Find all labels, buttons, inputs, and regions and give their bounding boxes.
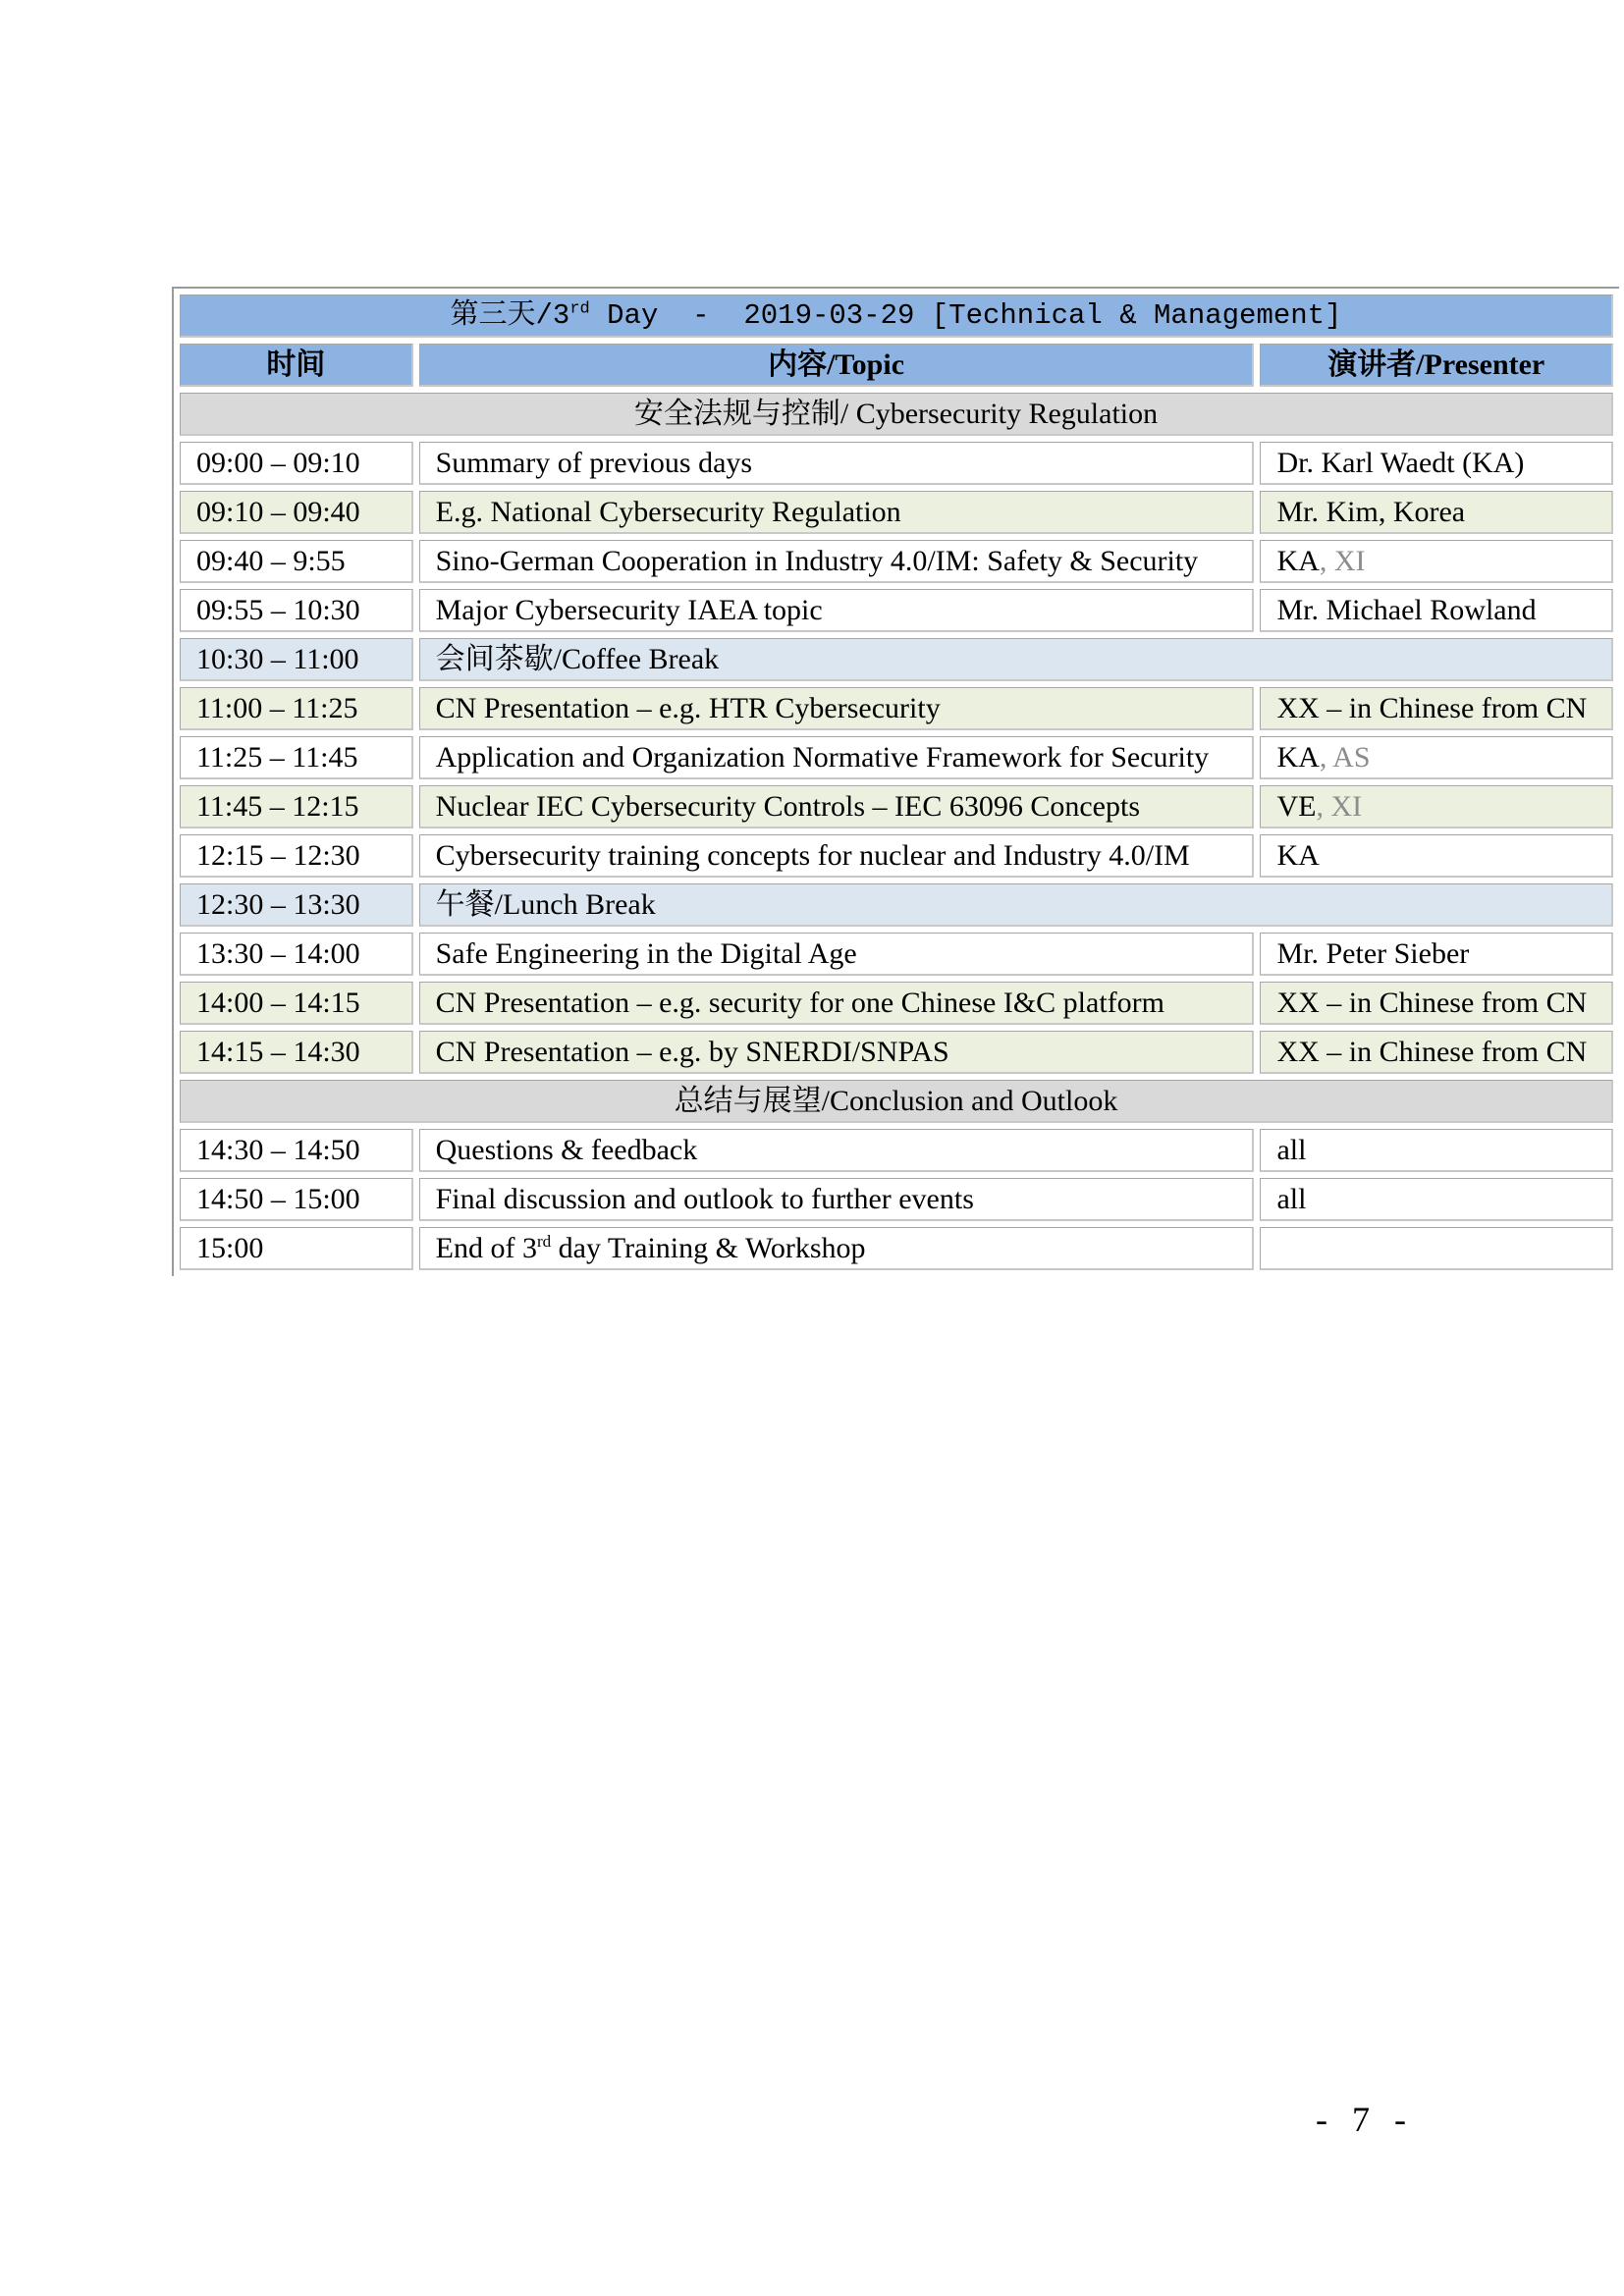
topic-cell: CN Presentation – e.g. by SNERDI/SNPAS: [419, 1031, 1255, 1074]
presenter-cell: [1260, 1031, 1613, 1074]
break-row: [180, 883, 1613, 927]
time-cell: 11:45 – 12:15: [180, 785, 413, 828]
presenter-co: , AS: [1319, 741, 1371, 774]
table-row: [180, 589, 1613, 632]
presenter-name: Mr. Kim, Korea: [1276, 496, 1466, 528]
table-row: [180, 1227, 1613, 1270]
presenter-cell: [1260, 1178, 1613, 1221]
day-header-prefix: 第三天/3: [450, 299, 570, 332]
presenter-name: XX – in Chinese from CN: [1276, 692, 1588, 724]
section-row: [180, 393, 1613, 436]
topic-cell: Summary of previous days: [419, 442, 1255, 485]
topic-sup: rd: [536, 1232, 552, 1251]
table-row: [180, 1178, 1613, 1221]
section-row: [180, 1080, 1613, 1123]
topic-cell: Safe Engineering in the Digital Age: [419, 933, 1255, 976]
time-cell: 14:30 – 14:50: [180, 1129, 413, 1172]
break-label: 午餐/Lunch Break: [419, 883, 1613, 927]
table-row: [180, 933, 1613, 976]
column-header-time: 时间: [180, 344, 413, 387]
topic-prefix: End of 3: [435, 1232, 537, 1264]
table-row: [180, 736, 1613, 779]
presenter-name: XX – in Chinese from CN: [1276, 1036, 1588, 1068]
break-row: [180, 638, 1613, 681]
presenter-name: Dr. Karl Waedt (KA): [1276, 447, 1525, 479]
presenter-name: Mr. Michael Rowland: [1276, 594, 1537, 626]
presenter-name: all: [1276, 1183, 1307, 1215]
time-cell: 09:40 – 9:55: [180, 540, 413, 583]
time-cell: 10:30 – 11:00: [180, 638, 413, 681]
presenter-cell: [1260, 933, 1613, 976]
topic-cell: Cybersecurity training concepts for nuclear and Industry 4.0/IM: [419, 834, 1255, 878]
time-cell: 14:15 – 14:30: [180, 1031, 413, 1074]
table-row: [180, 834, 1613, 878]
column-header-row: [180, 344, 1613, 387]
presenter-cell: [1260, 442, 1613, 485]
table-row: [180, 982, 1613, 1025]
presenter-cell: [1260, 736, 1613, 779]
section-title-conclusion: 总结与展望/Conclusion and Outlook: [180, 1080, 1613, 1123]
time-cell: 12:30 – 13:30: [180, 883, 413, 927]
presenter-name: VE: [1276, 790, 1317, 823]
topic-suffix: day Training & Workshop: [551, 1232, 866, 1264]
schedule-table: [172, 287, 1619, 1276]
topic-cell: Major Cybersecurity IAEA topic: [419, 589, 1255, 632]
day-header-sup: rd: [569, 299, 590, 319]
page-number: - 7 -: [1316, 2100, 1414, 2139]
presenter-co: , XI: [1316, 790, 1363, 823]
topic-cell: CN Presentation – e.g. HTR Cybersecurity: [419, 687, 1255, 730]
topic-cell: Sino-German Cooperation in Industry 4.0/IM: Safety & Security: [419, 540, 1255, 583]
presenter-name: KA: [1276, 741, 1320, 774]
break-label: 会间茶歇/Coffee Break: [419, 638, 1613, 681]
day-header: [180, 294, 1613, 338]
presenter-name: KA: [1276, 545, 1320, 577]
presenter-cell: [1260, 834, 1613, 878]
day-header-suffix: Day - 2019-03-29 [Technical & Management]: [589, 299, 1342, 332]
table-row: [180, 1031, 1613, 1074]
time-cell: 11:25 – 11:45: [180, 736, 413, 779]
table-row: [180, 491, 1613, 534]
presenter-cell: [1260, 785, 1613, 828]
presenter-name: all: [1276, 1134, 1307, 1166]
topic-cell: Questions & feedback: [419, 1129, 1255, 1172]
time-cell: 13:30 – 14:00: [180, 933, 413, 976]
presenter-cell: [1260, 540, 1613, 583]
topic-cell: Final discussion and outlook to further events: [419, 1178, 1255, 1221]
day-header-row: [180, 294, 1613, 338]
table-row: [180, 442, 1613, 485]
time-cell: 14:00 – 14:15: [180, 982, 413, 1025]
topic-cell: Nuclear IEC Cybersecurity Controls – IEC 63096 Concepts: [419, 785, 1255, 828]
topic-cell: [419, 1227, 1255, 1270]
presenter-name: Mr. Peter Sieber: [1276, 937, 1470, 970]
presenter-name: XX – in Chinese from CN: [1276, 987, 1588, 1019]
time-cell: 09:00 – 09:10: [180, 442, 413, 485]
table-row: [180, 785, 1613, 828]
column-header-topic: 内容/Topic: [419, 344, 1255, 387]
time-cell: 11:00 – 11:25: [180, 687, 413, 730]
presenter-cell: [1260, 1129, 1613, 1172]
time-cell: 14:50 – 15:00: [180, 1178, 413, 1221]
presenter-co: , XI: [1319, 545, 1366, 577]
presenter-name: KA: [1276, 839, 1320, 872]
presenter-cell: [1260, 687, 1613, 730]
table-row: [180, 687, 1613, 730]
time-cell: 09:55 – 10:30: [180, 589, 413, 632]
section-title-regulation: 安全法规与控制/ Cybersecurity Regulation: [180, 393, 1613, 436]
topic-cell: E.g. National Cybersecurity Regulation: [419, 491, 1255, 534]
table-row: [180, 1129, 1613, 1172]
column-header-presenter: 演讲者/Presenter: [1260, 344, 1613, 387]
topic-cell: Application and Organization Normative Framework for Security: [419, 736, 1255, 779]
table-row: [180, 540, 1613, 583]
topic-cell: CN Presentation – e.g. security for one Chinese I&C platform: [419, 982, 1255, 1025]
presenter-cell: [1260, 982, 1613, 1025]
presenter-cell: [1260, 589, 1613, 632]
time-cell: 12:15 – 12:30: [180, 834, 413, 878]
time-cell: 15:00: [180, 1227, 413, 1270]
presenter-cell: [1260, 491, 1613, 534]
presenter-cell: [1260, 1227, 1613, 1270]
time-cell: 09:10 – 09:40: [180, 491, 413, 534]
